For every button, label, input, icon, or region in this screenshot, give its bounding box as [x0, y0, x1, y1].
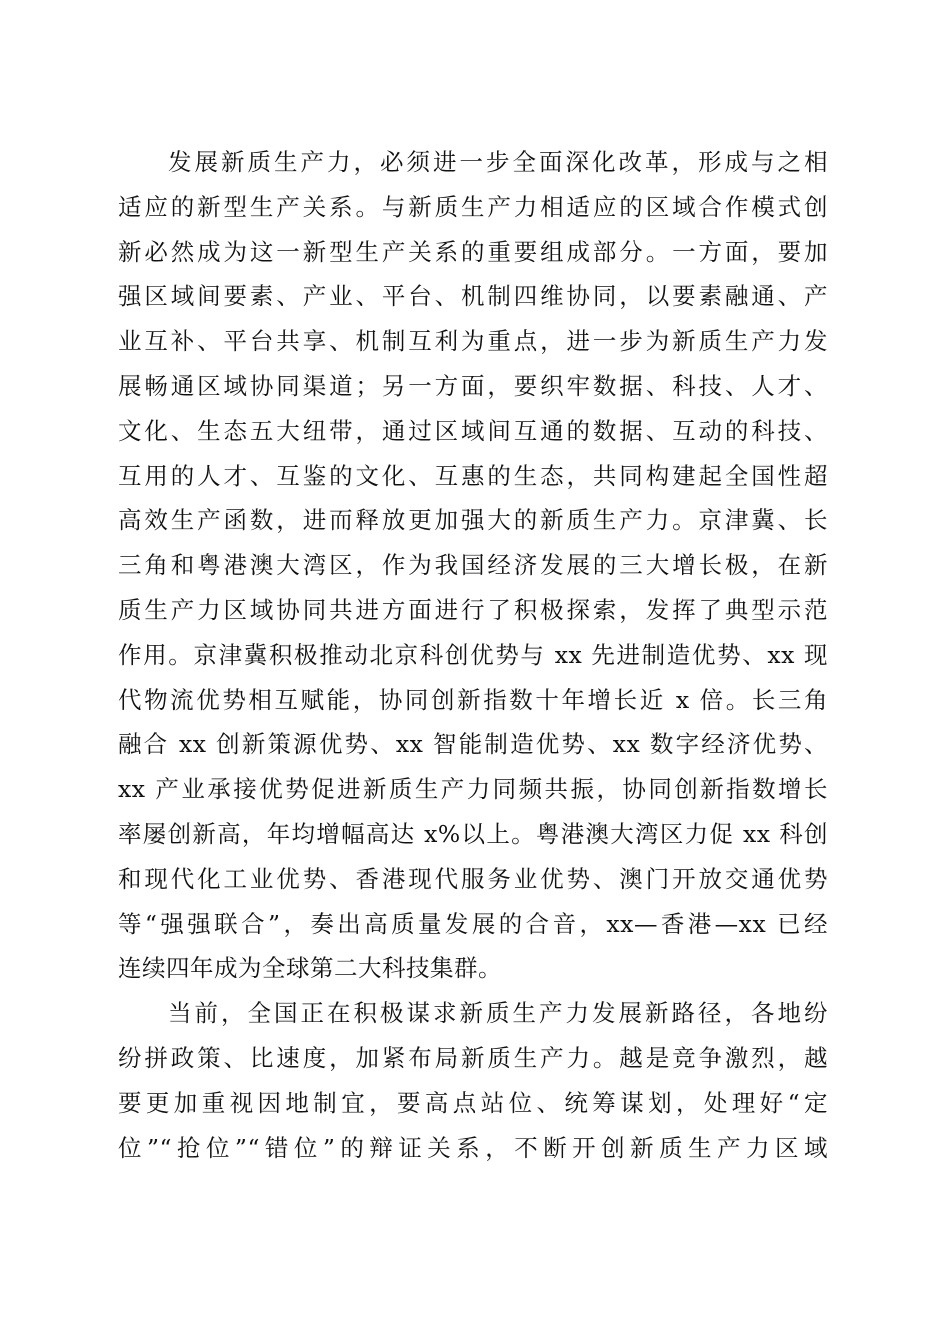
paragraph-1-line-4: 强区域间要素、产业、平台、机制四维协同，以要素融通、产	[118, 282, 828, 311]
paragraph-1-line-14: 融合 xx 创新策源优势、xx 智能制造优势、xx 数字经济优势、	[118, 730, 828, 759]
paragraph-1-line-16: 率屡创新高，年均增幅高达 x%以上。粤港澳大湾区力促 xx 科创	[118, 819, 828, 848]
paragraph-1-line-11: 质生产力区域协同共进方面进行了积极探索，发挥了典型示范	[118, 595, 828, 624]
paragraph-1-line-12: 作用。京津冀积极推动北京科创优势与 xx 先进制造优势、xx 现	[118, 640, 828, 669]
paragraph-1-line-15: xx 产业承接优势促进新质生产力同频共振，协同创新指数增长	[118, 775, 828, 804]
paragraph-1-line-5: 业互补、平台共享、机制互利为重点，进一步为新质生产力发	[118, 327, 828, 356]
paragraph-1-line-9: 高效生产函数，进而释放更加强大的新质生产力。京津冀、长	[118, 506, 828, 535]
paragraph-2-line-3: 要更加重视因地制宜，要高点站位、统筹谋划，处理好“定	[118, 1088, 828, 1117]
paragraph-1-line-17: 和现代化工业优势、香港现代服务业优势、澳门开放交通优势	[118, 864, 828, 893]
paragraph-1-line-8: 互用的人才、互鉴的文化、互惠的生态，共同构建起全国性超	[118, 461, 828, 490]
paragraph-1-line-13: 代物流优势相互赋能，协同创新指数十年增长近 x 倍。长三角	[118, 685, 828, 714]
paragraph-1-line-10: 三角和粤港澳大湾区，作为我国经济发展的三大增长极，在新	[118, 551, 828, 580]
paragraph-2-line-4: 位”“抢位”“错位”的辩证关系，不断开创新质生产力区域	[118, 1133, 828, 1162]
paragraph-1-line-19: 连续四年成为全球第二大科技集群。	[118, 954, 502, 983]
paragraph-1-line-7: 文化、生态五大纽带，通过区域间互通的数据、互动的科技、	[118, 416, 828, 445]
paragraph-1-line-1: 发展新质生产力，必须进一步全面深化改革，形成与之相	[168, 148, 828, 176]
paragraph-1-line-2: 适应的新型生产关系。与新质生产力相适应的区域合作模式创	[118, 192, 828, 221]
paragraph-2-line-2: 纷拼政策、比速度，加紧布局新质生产力。越是竞争激烈，越	[118, 1043, 828, 1072]
paragraph-1-line-6: 展畅通区域协同渠道；另一方面，要织牢数据、科技、人才、	[118, 371, 828, 400]
paragraph-1-line-18: 等“强强联合”，奏出高质量发展的合音，xx—香港—xx 已经	[118, 909, 828, 938]
paragraph-1-line-3: 新必然成为这一新型生产关系的重要组成部分。一方面，要加	[118, 237, 828, 266]
paragraph-2-line-1: 当前，全国正在积极谋求新质生产力发展新路径，各地纷	[168, 999, 828, 1028]
document-body	[118, 140, 828, 1170]
